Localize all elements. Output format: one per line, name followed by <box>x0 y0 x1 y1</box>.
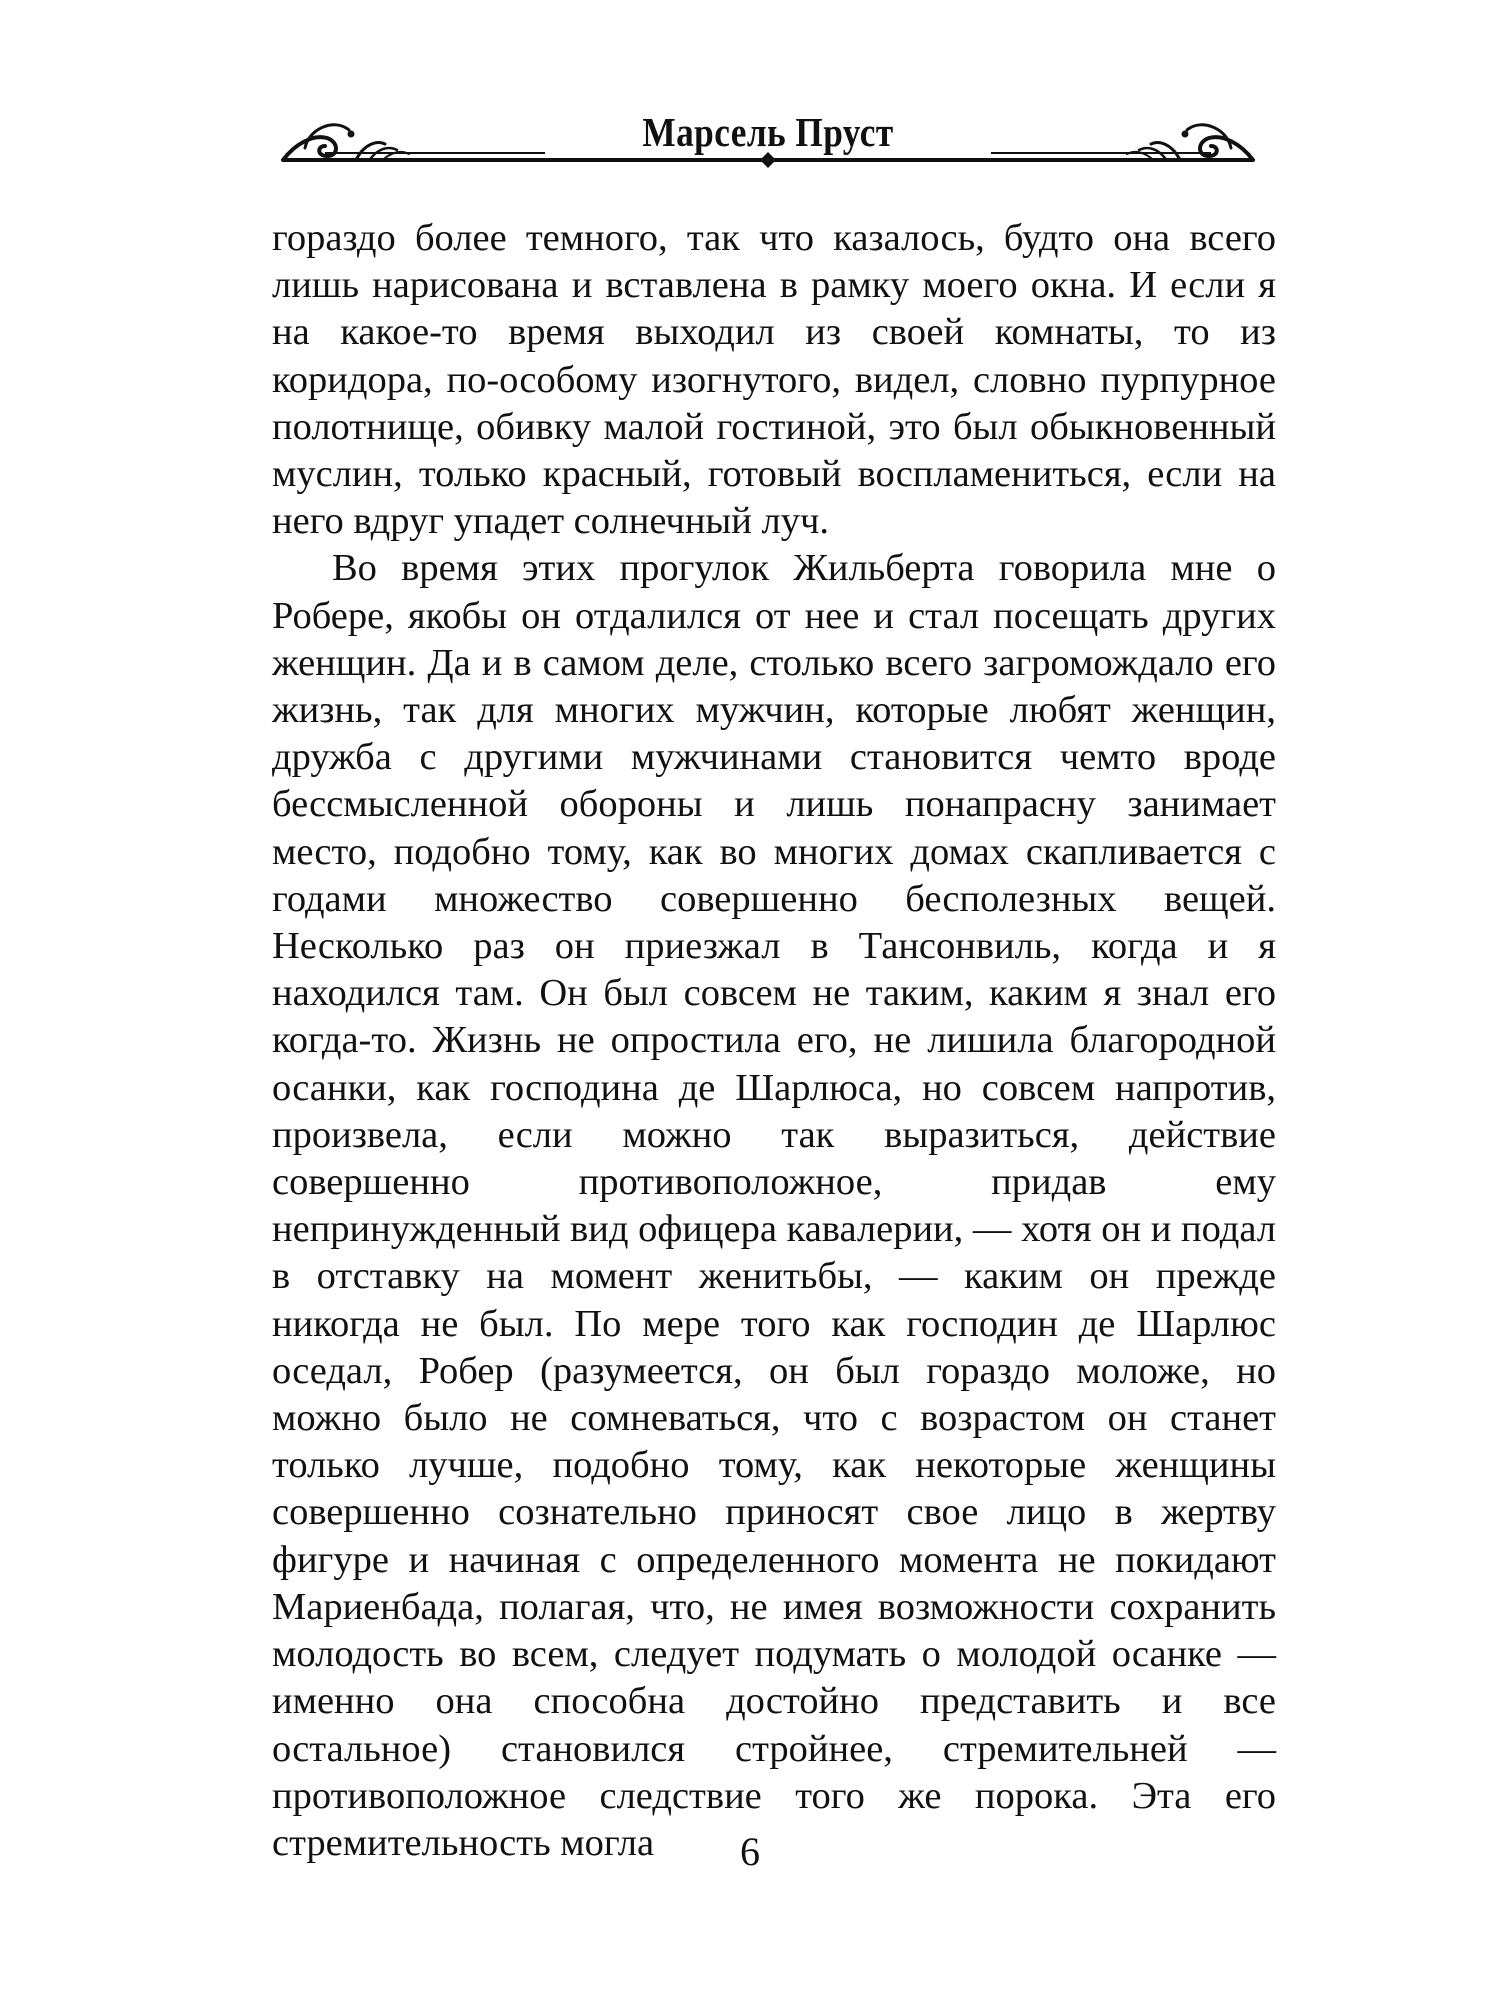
running-header-title: Марсель Пруст <box>642 109 894 155</box>
paragraph-continued: гораздо более темного, так что казалось, будто она всего лишь нарисована и вставлена в рамку моего окна. И если я на какое-то время выходил из своей комнаты, то из коридора, по-особому изогнутого, видел, словно пурпурное полотнище, обивку малой гостиной, это был обыкновенный муслин, только красный, готовый воспламениться, если на него вдруг упадет солнечный луч. <box>272 217 1276 543</box>
running-header <box>265 104 1271 174</box>
page-number: 6 <box>740 1829 760 1874</box>
page-body-text <box>272 215 1276 1867</box>
paragraph: Во время этих прогулок Жильберта говорила мне о Робере, якобы он отдалился от нее и стал посещать других женщин. Да и в самом деле, столько всего загромождало его жизнь, так для многих мужчин, которые любят женщин, дружба с другими мужчинами становится чемто вроде бессмысленной обороны и лишь понапрасну занимает место, подобно тому, как во многих домах скапливается с годами множество совершенно бесполезных вещей. Несколько раз он приезжал в Тансонвиль, когда и я находился там. Он был совсем не таким, каким я знал его когда-то. Жизнь не опростила его, не лишила благородной осанки, как господина де Шарлюса, но совсем напротив, произвела, если можно так выразиться, действие совершенно противоположное, придав ему непринужденный вид офицера кавалерии, — хотя он и подал в отставку на момент женитьбы, — каким он прежде никогда не был. По мере того как господин де Шарлюс оседал, Робер (разумеется, он был гораздо моложе, но можно было не сомневаться, что с возрастом он станет только лучше, подобно тому, как некоторые женщины совершенно сознательно приносят свое лицо в жертву фигуре и начиная с определенного момента не покидают Мариенбада, полагая, что, не имея возможности сохранить молодость во всем, следует подумать о молодой осанке — именно она способна достойно представить и все остальное) становился стройнее, стремительней — противоположное следствие того же порока. Эта его стремительность могла <box>272 547 1276 1864</box>
